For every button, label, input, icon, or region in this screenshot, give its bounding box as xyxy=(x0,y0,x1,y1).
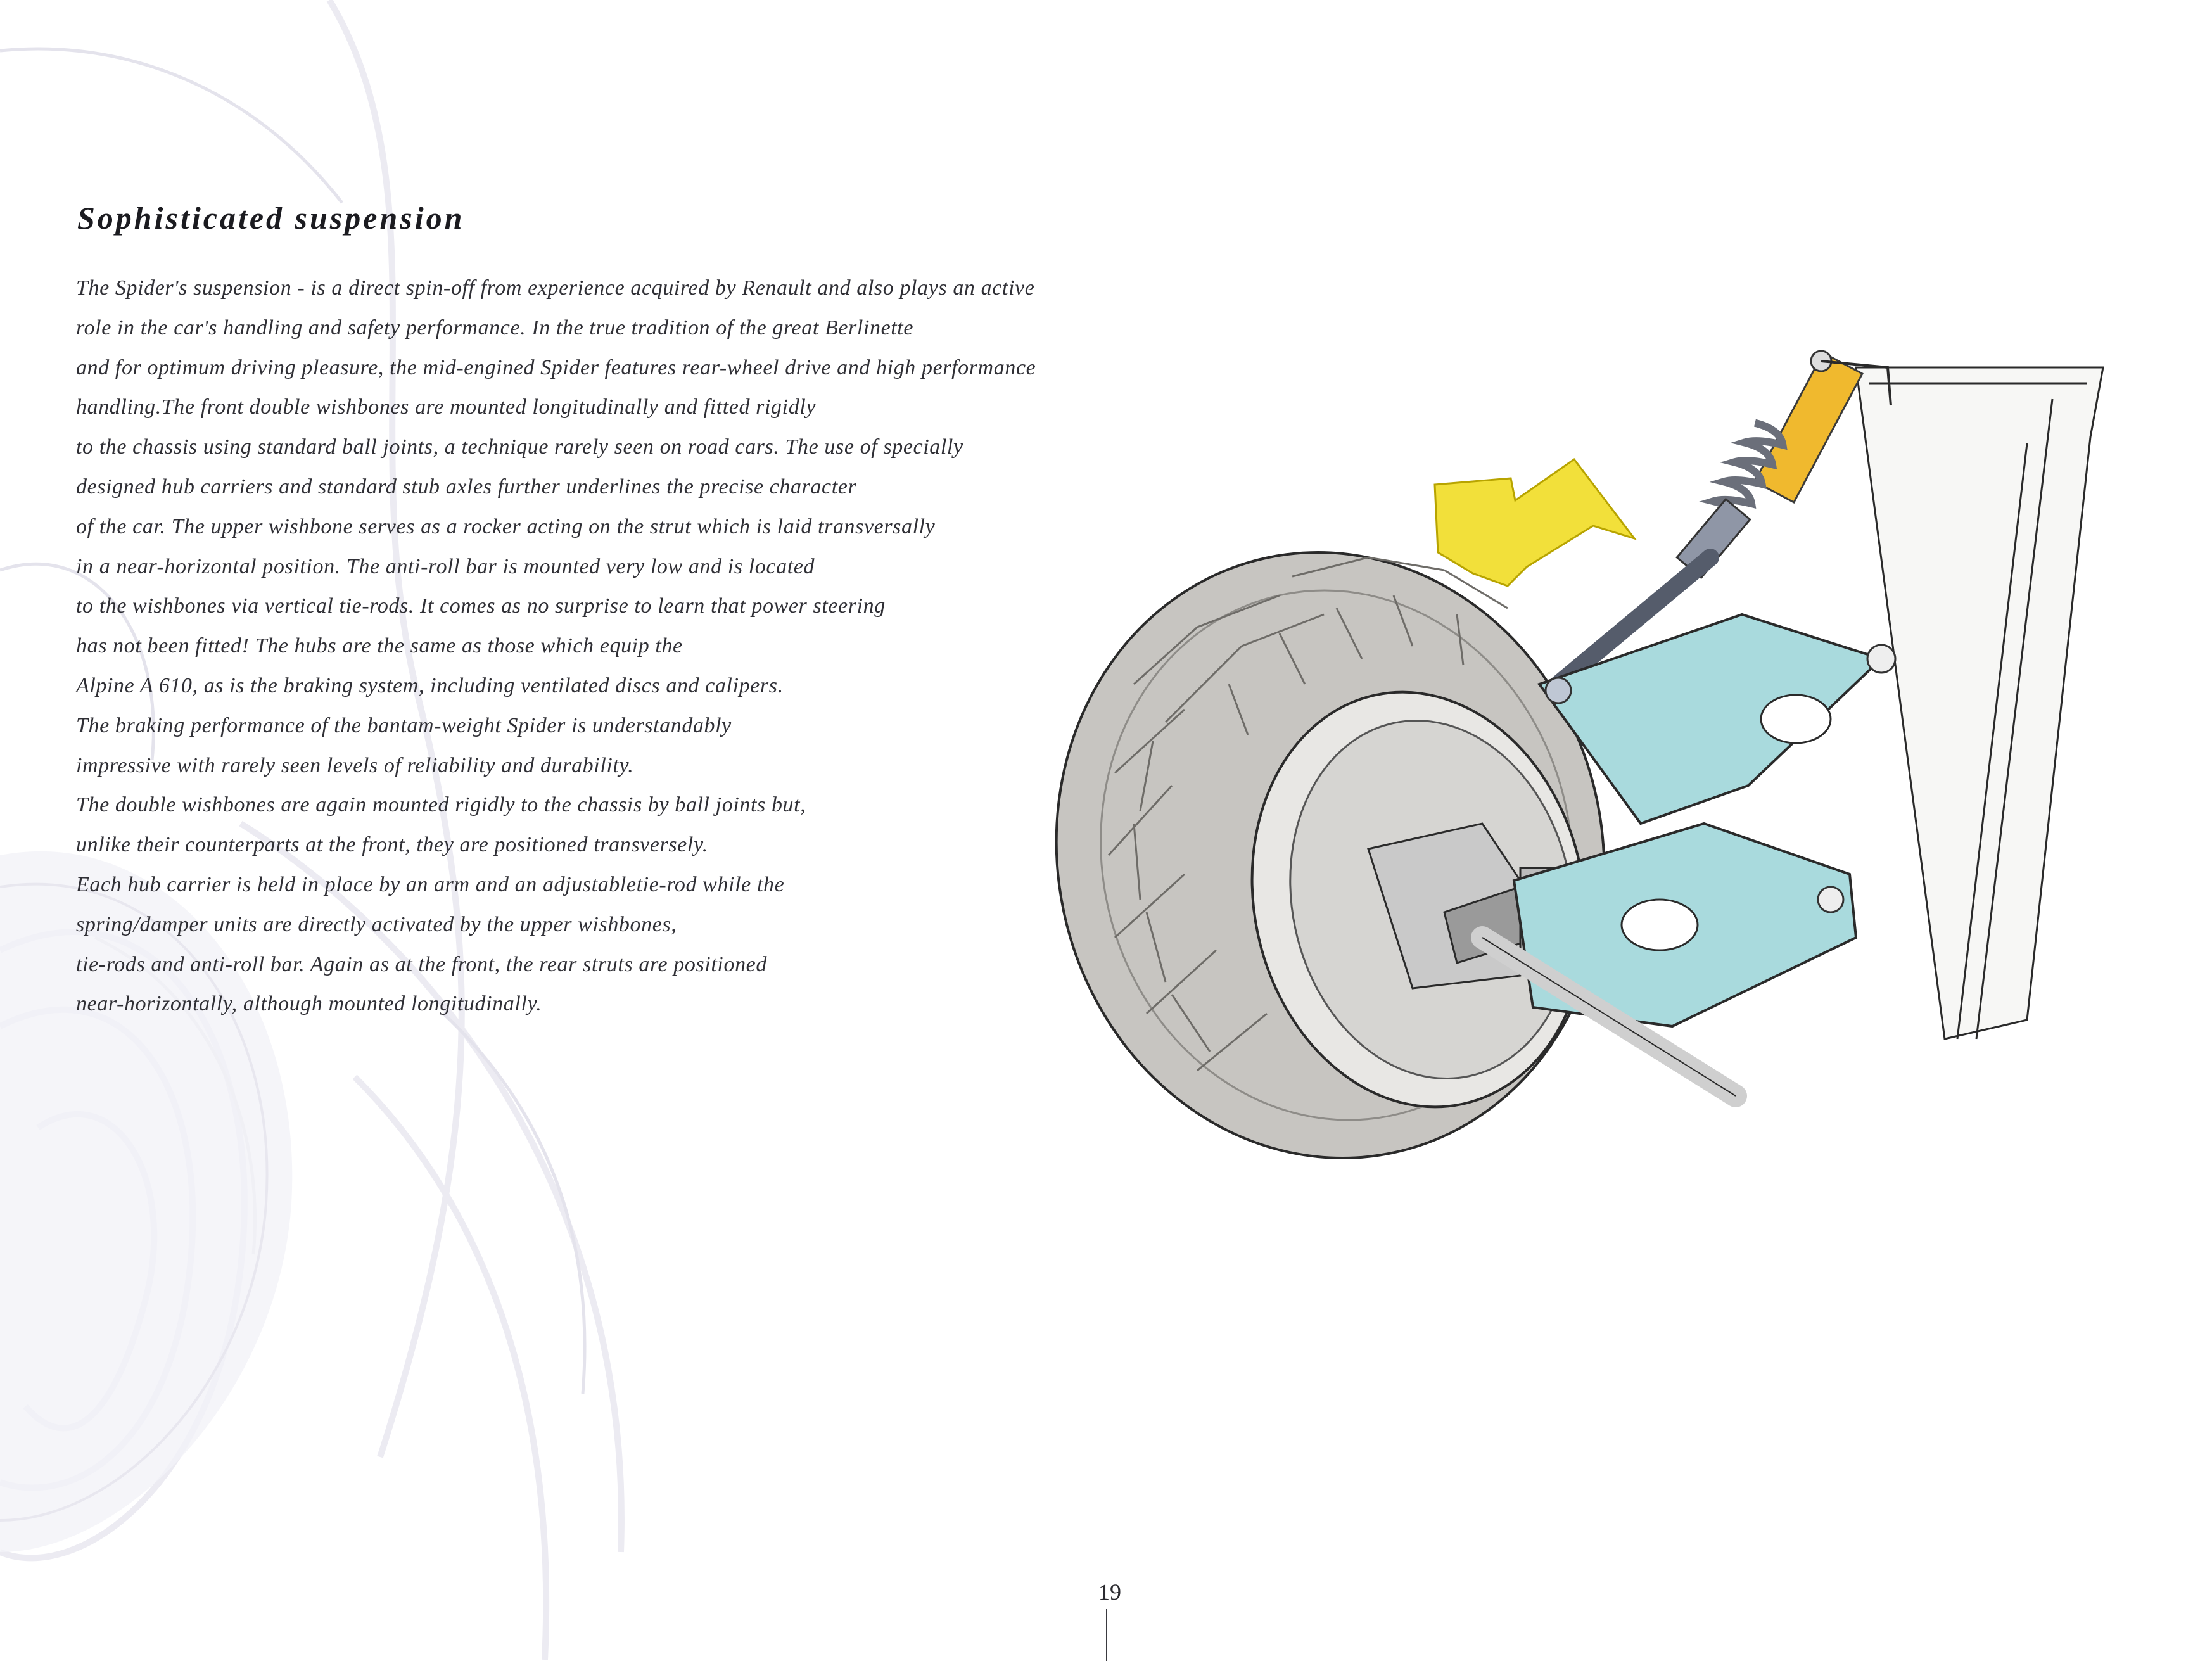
paragraph-line: The braking performance of the bantam-weight Spider is understandably xyxy=(76,713,732,737)
paragraph-line: impressive with rarely seen levels of reliability and durability. xyxy=(76,753,634,777)
paragraph-line: tie-rods and anti-roll bar. Again as at the front, the rear struts are positioned xyxy=(76,952,767,976)
paragraph-line: designed hub carriers and standard stub axles further underlines the precise character xyxy=(76,474,857,499)
paragraph-line: near-horizontally, although mounted longitudinally. xyxy=(76,992,542,1016)
paragraph-line: Alpine A 610, as is the braking system, including ventilated discs and calipers. xyxy=(76,673,784,697)
paragraph-line: The double wishbones are again mounted rigidly to the chassis by ball joints but, xyxy=(76,793,806,817)
paragraph-line: role in the car's handling and safety performance. In the true tradition of the great Berlinette xyxy=(76,315,914,340)
paragraph-line: unlike their counterparts at the front, they are positioned transversely. xyxy=(76,833,708,857)
paragraph-line: The Spider's suspension - is a direct spin-off from experience acquired by Renault and also plays an active xyxy=(76,276,1035,300)
paragraph-line: handling.The front double wishbones are mounted longitudinally and fitted rigidly xyxy=(76,395,817,419)
paragraph-line: Each hub carrier is held in place by an arm and an adjustabletie-rod while the xyxy=(76,872,785,896)
body-paragraph xyxy=(76,269,1191,1024)
tyre xyxy=(1039,501,1660,1209)
paragraph-line: spring/damper units are directly activated by the upper wishbones, xyxy=(76,912,677,936)
page-number-rule xyxy=(1106,1609,1107,1661)
paragraph-line: to the chassis using standard ball joints, a technique rarely seen on road cars. The use of specially xyxy=(76,435,963,459)
direction-arrow xyxy=(1435,459,1634,586)
paragraph-line: and for optimum driving pleasure, the mid-engined Spider features rear-wheel drive and high performance xyxy=(76,355,1036,379)
paragraph-line: has not been fitted! The hubs are the same as those which equip the xyxy=(76,634,683,658)
suspension-illustration xyxy=(1039,329,2128,1229)
chassis-rail xyxy=(1856,367,2103,1039)
paragraph-line: in a near-horizontal position. The anti-roll bar is mounted very low and is located xyxy=(76,554,815,578)
paragraph-line: of the car. The upper wishbone serves as a rocker acting on the strut which is laid transversally xyxy=(76,514,936,538)
page-number: 19 xyxy=(1098,1579,1121,1605)
section-heading: Sophisticated suspension xyxy=(77,200,465,236)
paragraph-line: to the wishbones via vertical tie-rods. It comes as no surprise to learn that power steering xyxy=(76,594,886,618)
